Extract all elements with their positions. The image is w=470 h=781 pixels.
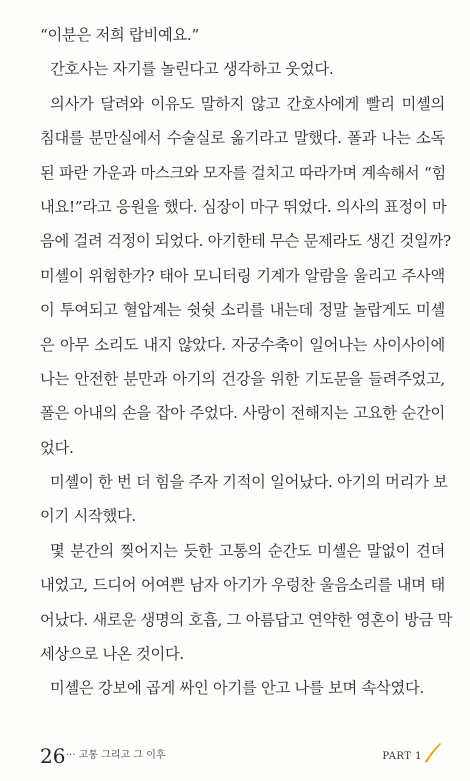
chapter-title: ··· 고통 그리고 그 이후	[66, 750, 166, 761]
pen-icon	[422, 742, 442, 764]
text-line: 이 투여되고 혈압계는 쉿쉿 소리를 내는데 정말 놀랍게도 미셸	[40, 301, 445, 320]
text-line: 어났다. 새로운 생명의 호흡, 그 아름답고 연약한 영혼이 방금 막	[40, 610, 453, 629]
text-line: 미셸이 위험한가? 태아 모니터링 기계가 알람을 울리고 주사액	[40, 266, 445, 285]
text-line: 의사가 달려와 이유도 말하지 않고 간호사에게 빨리 미셸의	[50, 94, 445, 113]
part-label: PART 1	[382, 751, 422, 762]
text-line: 몇 분간의 찢어지는 듯한 고통의 순간도 미셸은 말없이 견뎌	[50, 541, 445, 560]
text-line: 나는 안전한 분만과 아기의 건강을 위한 기도문을 들려주었고,	[40, 369, 445, 388]
page-number: 26	[40, 744, 66, 768]
text-line: 음에 걸려 걱정이 되었다. 아기한테 무슨 문제라도 생긴 것일까?	[40, 232, 451, 251]
text-line: 된 파란 가운과 마스크와 모자를 걸치고 따라가며 계속해서 “힘	[40, 163, 446, 182]
text-line: 폴은 아내의 손을 잡아 주었다. 사랑이 전해지는 고요한 순간이	[40, 404, 445, 423]
text-line: 었다.	[40, 438, 74, 457]
text-line: 세상으로 나온 것이다.	[40, 645, 184, 664]
text-line: 이기 시작했다.	[40, 507, 136, 526]
text-line: 간호사는 자기를 놀린다고 생각하고 웃었다.	[50, 60, 334, 79]
text-line: 내요!”라고 응원을 했다. 심장이 마구 뛰었다. 의사의 표정이 마	[40, 197, 447, 216]
body-text	[40, 18, 453, 706]
page-footer	[40, 744, 442, 768]
text-line: 미셸은 강보에 곱게 싸인 아기를 안고 나를 보며 속삭였다.	[50, 679, 425, 698]
text-line: 내었고, 드디어 어여쁜 남자 아기가 우렁찬 울음소리를 내며 태	[40, 576, 445, 595]
text-line: “이분은 저희 랍비예요.”	[40, 26, 200, 44]
text-line: 미셸이 한 번 더 힘을 주자 기적이 일어났다. 아기의 머리가 보	[50, 473, 448, 492]
text-line: 침대를 분만실에서 수술실로 옮기라고 말했다. 폴과 나는 소독	[40, 129, 445, 148]
text-line: 은 아무 소리도 내지 않았다. 자궁수축이 일어나는 사이사이에	[40, 335, 445, 354]
